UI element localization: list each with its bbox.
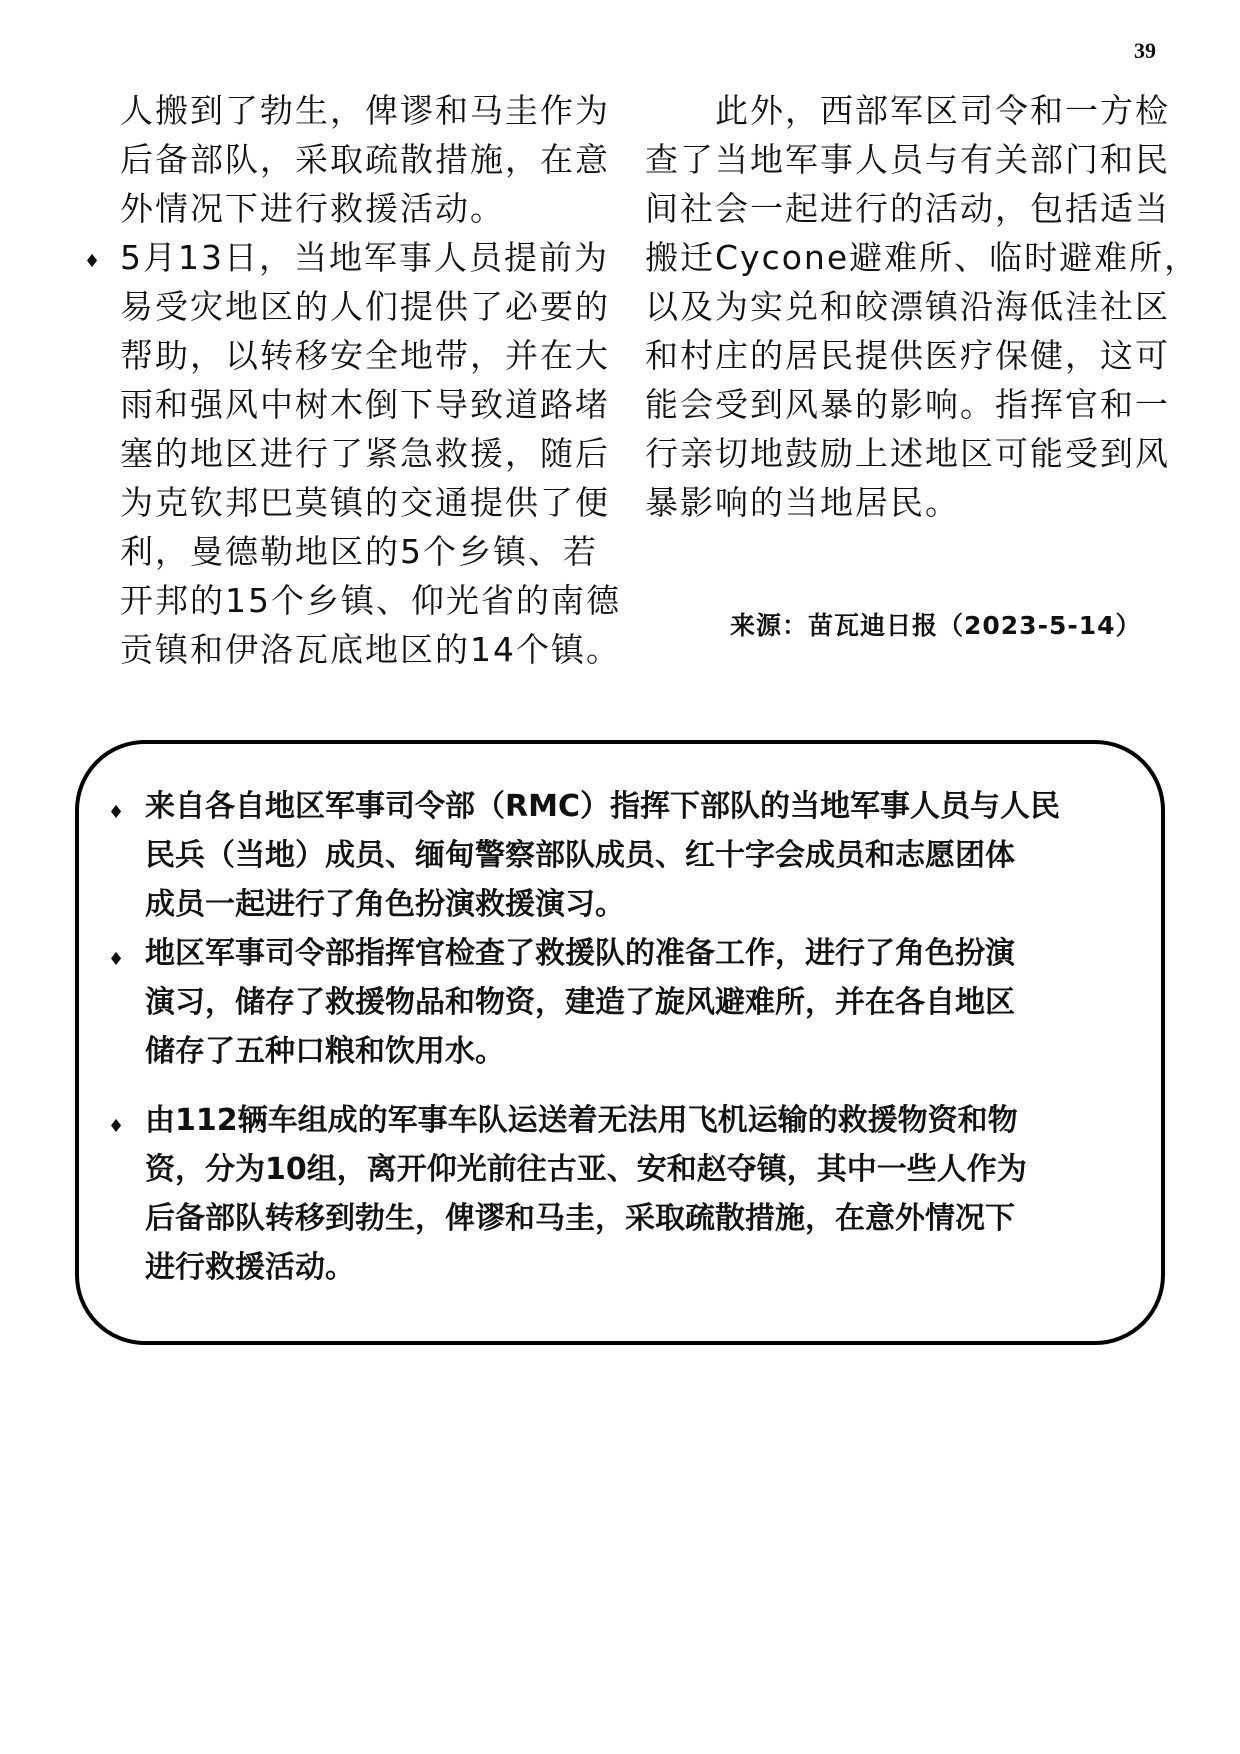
diamond-bullet-icon: ♦ bbox=[108, 802, 125, 823]
paragraph-line: 为克钦邦巴莫镇的交通提供了便 bbox=[120, 483, 610, 522]
paragraph-line: 进行救援活动。 bbox=[145, 1250, 355, 1285]
paragraph-line: 开邦的15个乡镇、仰光省的南德 bbox=[120, 581, 621, 620]
paragraph-line: 演习，储存了救援物品和物资，建造了旋风避难所，并在各自地区 bbox=[145, 985, 1015, 1020]
bullet-paragraph bbox=[84, 233, 621, 674]
paragraph-line: 暴影响的当地居民。 bbox=[645, 483, 960, 522]
source-citation: 来源：苗瓦迪日报（2023-5-14） bbox=[730, 611, 1142, 640]
paragraph-line: 民兵（当地）成员、缅甸警察部队成员、红十字会成员和志愿团体 bbox=[145, 838, 1015, 873]
paragraph-line: 和村庄的居民提供医疗保健，这可 bbox=[645, 336, 1170, 375]
paragraph-line: 间社会一起进行的活动，包括适当 bbox=[645, 189, 1170, 228]
paragraph-line: 贡镇和伊洛瓦底地区的14个镇。 bbox=[120, 630, 621, 669]
paragraph-line: 储存了五种口粮和饮用水。 bbox=[145, 1034, 505, 1069]
paragraph-line: 后备部队转移到勃生，俾谬和马圭，采取疏散措施，在意外情况下 bbox=[145, 1201, 1015, 1236]
paragraph-line: 由112辆车组成的军事车队运送着无法用飞机运输的救援物资和物 bbox=[145, 1103, 1018, 1138]
paragraph-line: 以及为实兑和皎漂镇沿海低洼社区 bbox=[645, 287, 1170, 326]
paragraph-line: 搬迁Cycone避难所、临时避难所， bbox=[645, 238, 1200, 277]
paragraph-line: 成员一起进行了角色扮演救援演习。 bbox=[145, 887, 625, 922]
paragraph-line: 塞的地区进行了紧急救援，随后 bbox=[120, 434, 610, 473]
paragraph-line: 后备部队，采取疏散措施，在意 bbox=[120, 140, 610, 179]
right-column bbox=[645, 86, 1200, 527]
summary-bullet-item bbox=[108, 1096, 1145, 1292]
diamond-bullet-icon: ♦ bbox=[108, 949, 125, 970]
summary-box-content bbox=[108, 782, 1145, 1292]
diamond-bullet-icon: ♦ bbox=[108, 1116, 125, 1137]
paragraph-line: 此外，西部军区司令和一方检 bbox=[715, 91, 1170, 130]
page-number: 39 bbox=[1134, 38, 1156, 63]
paragraph-line: 雨和强风中树木倒下导致道路堵 bbox=[120, 385, 610, 424]
paragraph-line: 5月13日，当地军事人员提前为 bbox=[120, 238, 609, 277]
paragraph-line: 能会受到风暴的影响。指挥官和一 bbox=[645, 385, 1170, 424]
spacer bbox=[145, 1076, 1145, 1096]
left-column bbox=[84, 86, 621, 674]
paragraph-line: 行亲切地鼓励上述地区可能受到风 bbox=[645, 434, 1170, 473]
paragraph-line: 人搬到了勃生，俾谬和马圭作为 bbox=[120, 91, 610, 130]
paragraph-line: 利，曼德勒地区的5个乡镇、若 bbox=[120, 532, 598, 571]
paragraph-line: 资，分为10组，离开仰光前往古亚、安和赵夺镇，其中一些人作为 bbox=[145, 1152, 1027, 1187]
diamond-bullet-icon: ♦ bbox=[84, 251, 103, 272]
paragraph-line: 来自各自地区军事司令部（RMC）指挥下部队的当地军事人员与人民 bbox=[145, 789, 1060, 824]
summary-bullet-item bbox=[108, 782, 1145, 929]
paragraph-line: 外情况下进行救援活动。 bbox=[120, 189, 505, 228]
paragraph-line: 易受灾地区的人们提供了必要的 bbox=[120, 287, 610, 326]
paragraph-line: 查了当地军事人员与有关部门和民 bbox=[645, 140, 1170, 179]
summary-bullet-item bbox=[108, 929, 1145, 1076]
paragraph-line: 帮助，以转移安全地带，并在大 bbox=[120, 336, 610, 375]
paragraph-line: 地区军事司令部指挥官检查了救援队的准备工作，进行了角色扮演 bbox=[145, 936, 1015, 971]
